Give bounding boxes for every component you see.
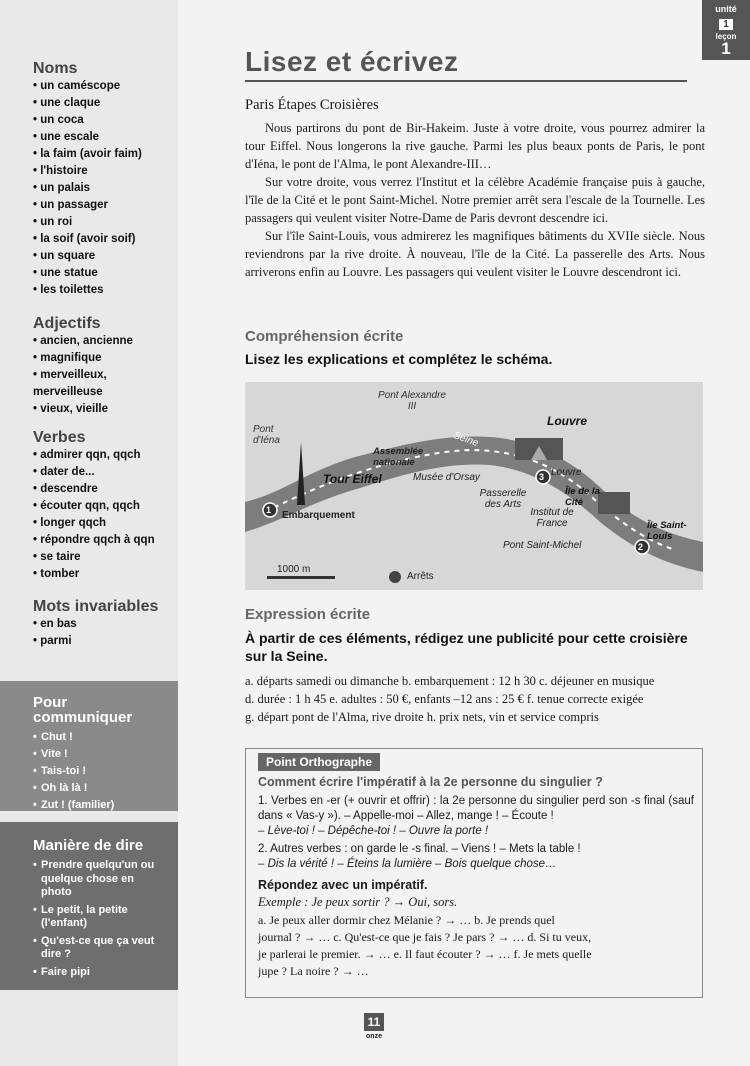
stop-legend-dot <box>389 571 401 583</box>
list-item: • la faim (avoir faim) <box>33 146 178 163</box>
exercise-line: jupe ? La noire ? → … <box>258 964 369 978</box>
map-graphic <box>245 382 703 590</box>
exercise-line: journal ? → … c. Qu'est-ce que je fais ? Je pars ? → … d. Si tu veux, <box>258 930 592 944</box>
section-title: Compréhension écrite <box>245 328 404 345</box>
list-item: • la soif (avoir soif) <box>33 231 178 248</box>
list-item: • Vite ! <box>33 748 68 760</box>
stop-1-label: 1 <box>266 505 272 515</box>
seine-map <box>245 382 703 590</box>
exercise-title: Répondez avec un impératif. <box>258 878 428 892</box>
list-item: • se taire <box>33 549 178 566</box>
list-item: • un caméscope <box>33 78 178 95</box>
point-orthographe-box <box>245 748 703 998</box>
rule-2-examples: – Dis la vérité ! – Éteins la lumière – Bois quelque chose… <box>258 858 557 870</box>
rule-2: 2. Autres verbes : on garde le -s final. – Viens ! – Mets la table ! <box>258 843 581 855</box>
vocab-noms <box>33 60 178 299</box>
list-item: • un palais <box>33 180 178 197</box>
paragraph: Sur l'île Saint-Louis, vous admirerez les magnifiques bâtiments du XVIIe siècle. Nous reviendrons par la rive droite. À nouveau, l'île de la Cité. La passerelle des Arts. Nous arriverons enfin au Louvre. Les passagers qui veulent visiter le Louvre descendront ici. <box>245 229 705 279</box>
assemblee-label: Assemblée nationale <box>373 446 424 468</box>
musee-orsay-label: Musée d'Orsay <box>413 472 480 483</box>
louvre-stop-label: Louvre <box>551 467 582 478</box>
verbes-title: Verbes <box>33 429 86 446</box>
pont-saint-michel-label: Pont Saint-Michel <box>503 540 582 551</box>
unite-number: 1 <box>719 19 733 30</box>
instruction: À partir de ces éléments, rédigez une publicité pour cette croisière sur la Seine. <box>245 630 688 664</box>
list-item: • longer qqch <box>33 515 178 532</box>
reading-text <box>245 97 705 281</box>
ile-saint-louis-label: Île Saint-Louis <box>647 520 687 542</box>
box-question: Comment écrire l'impératif à la 2e personne du singulier ? <box>258 775 603 789</box>
box-label: Point Orthographe <box>258 753 380 771</box>
list-item: • un coca <box>33 112 178 129</box>
mots-title: Mots invariables <box>33 598 159 615</box>
exercise-line: a. Je peux aller dormir chez Mélanie ? → … b. Je prends quel <box>258 913 555 927</box>
list-item: • Faire pipi <box>33 965 90 978</box>
louvre-label: Louvre <box>547 414 588 428</box>
list-item: • Le petit, la petite (l'enfant) <box>33 903 128 929</box>
seine-label: Seine <box>451 429 480 450</box>
expr-items-2: d. durée : 1 h 45 e. adultes : 50 €, enfants –12 ans : 25 € f. tenue correcte exigée <box>245 692 644 706</box>
list-item: • une escale <box>33 129 178 146</box>
vocab-verbes <box>33 429 178 583</box>
list-item: • magnifique <box>33 350 178 367</box>
expr-items-3: g. départ pont de l'Alma, rive droite h. prix nets, vin et service compris <box>245 710 599 724</box>
pont-iena-label: Pont d'Iéna <box>253 424 280 446</box>
list-item: • les toilettes <box>33 282 178 299</box>
eiffel-tower-icon <box>297 442 305 505</box>
comprehension-section <box>245 328 705 367</box>
lecon-number: 1 <box>721 39 731 58</box>
list-item: • Prendre quelqu'un ou quelque chose en photo <box>33 859 155 898</box>
stop-2-label: 2 <box>638 542 644 552</box>
paragraph: Sur votre droite, vous verrez l'Institut et la célèbre Académie française puis à gauche, l'île de la Cité et le pont Saint-Michel. Notre premier arrêt sera l'escale de la Tournelle. Les passagers qui veulent visiter Notre-Dame de Paris devront descendre ici. <box>245 175 705 225</box>
scale-label: 1000 m <box>277 564 311 575</box>
expression-section <box>245 606 705 726</box>
list-item: • ancien, ancienne <box>33 333 178 350</box>
passerelle-label: Passerelle des Arts <box>479 488 527 510</box>
list-item: • tomber <box>33 566 178 583</box>
adjectifs-title: Adjectifs <box>33 315 101 332</box>
rule-1-examples: – Lève-toi ! – Dépêche-toi ! – Ouvre la porte ! <box>258 825 489 837</box>
expr-items-1: a. départs samedi ou dimanche b. embarquement : 12 h 30 c. déjeuner en musique <box>245 674 655 688</box>
exercise-example: Exemple : Je peux sortir ? → Oui, sors. <box>258 895 458 909</box>
list-item: • Chut ! <box>33 731 73 743</box>
page-title: Lisez et écrivez <box>245 46 459 77</box>
unit-lesson-tag <box>702 0 750 60</box>
sidebar <box>0 0 178 1066</box>
notre-dame-icon <box>598 492 630 514</box>
rule-1: 1. Verbes en -er (+ ouvrir et offrir) : la 2e personne du singulier perd son -s final (sauf dans « Vas-y »). – Appelle-moi – Allez, mange ! – Écoute ! <box>258 795 694 822</box>
list-item: • un square <box>33 248 178 265</box>
list-item: • descendre <box>33 481 178 498</box>
list-item: • un passager <box>33 197 178 214</box>
scale-bar <box>267 576 335 579</box>
institut-label: Institut de France <box>530 507 574 529</box>
list-item: • une statue <box>33 265 178 282</box>
list-item: • parmi <box>33 633 178 650</box>
list-item: • dater de... <box>33 464 178 481</box>
pour-communiquer-box <box>0 681 178 811</box>
arrets-legend-label: Arrêts <box>407 571 434 582</box>
tour-eiffel-label: Tour Eiffel <box>323 472 382 486</box>
vocab-mots-invariables <box>33 598 178 650</box>
list-item: • une claque <box>33 95 178 112</box>
list-item: • écouter qqn, qqch <box>33 498 178 515</box>
section-title: Expression écrite <box>245 606 371 623</box>
list-item: • admirer qqn, qqch <box>33 447 178 464</box>
unite-label: unité <box>715 4 737 14</box>
list-item: • Zut ! (familier) <box>33 799 115 811</box>
box-content <box>258 775 694 980</box>
list-item: • répondre qqch à qqn <box>33 532 178 549</box>
list-item: • l'histoire <box>33 163 178 180</box>
instruction: Lisez les explications et complétez le schéma. <box>245 351 553 367</box>
list-item: • merveilleux, merveilleuse <box>33 367 143 401</box>
embarquement-label: Embarquement <box>282 510 355 521</box>
ile-cite-label: Île de la Cité <box>565 486 600 508</box>
list-item: • Tais-toi ! <box>33 765 87 777</box>
stop-3-label: 3 <box>539 472 545 482</box>
pour-title-1: Pour <box>33 694 68 711</box>
page-number: 11 <box>364 1013 384 1031</box>
list-item: • en bas <box>33 616 178 633</box>
list-item: • Qu'est-ce que ça veut dire ? <box>33 934 155 960</box>
pour-title-2: communiquer <box>33 709 133 726</box>
title-underline <box>245 80 687 82</box>
paragraph: Nous partirons du pont de Bir-Hakeim. Juste à votre droite, vous pourrez admirer la tour Eiffel. Nous longerons la rive gauche. Parmi les plus beaux ponts de Paris, le pont d'Iéna, le pont de l'Alma, le pont Alexandre-III… <box>245 121 705 171</box>
maniere-de-dire-box <box>0 822 178 990</box>
noms-title: Noms <box>33 60 78 77</box>
pont-alexandre-label: Pont Alexandre III <box>377 390 446 412</box>
list-item: • Oh là là ! <box>33 782 88 794</box>
list-item: • vieux, vieille <box>33 401 178 418</box>
text-title: Paris Étapes Croisières <box>245 97 379 113</box>
list-item: • un roi <box>33 214 178 231</box>
vocab-adjectifs <box>33 315 178 418</box>
exercise-line: je parlerai le premier. → … e. Il faut écouter ? → … f. Je mets quelle <box>258 947 592 961</box>
maniere-title: Manière de dire <box>33 837 144 854</box>
lecon-label: leçon <box>715 32 737 41</box>
page-word: onze <box>366 1033 382 1040</box>
